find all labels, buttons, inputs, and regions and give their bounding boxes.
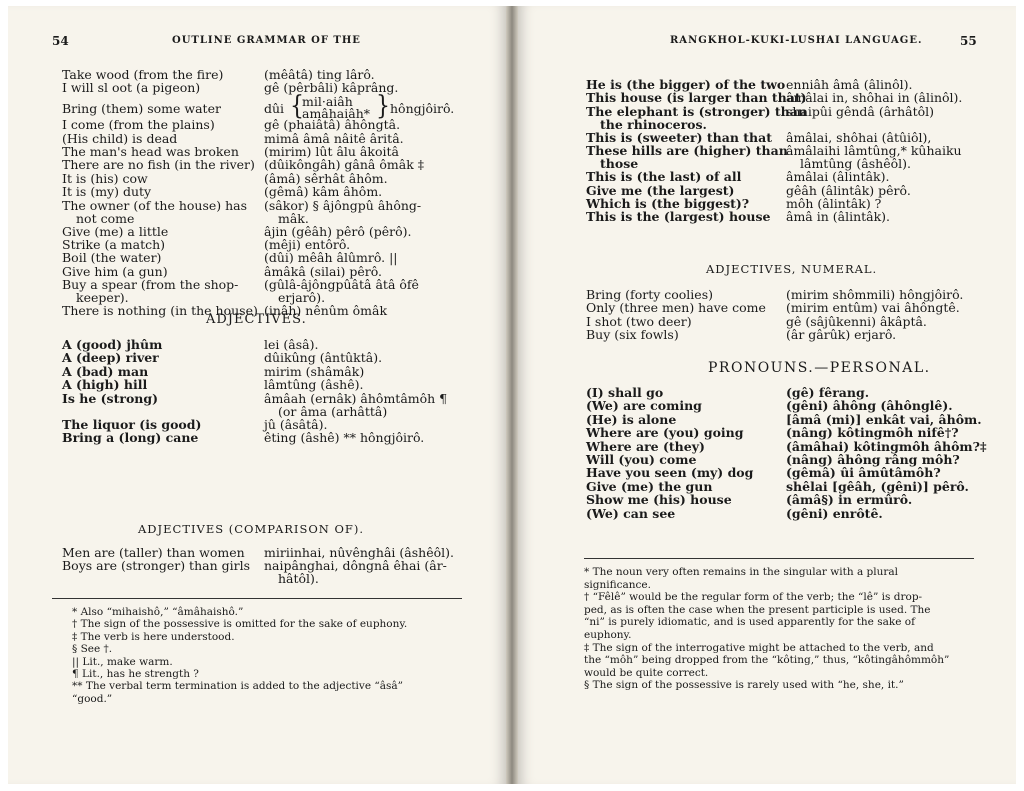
english-phrase: Which is (the biggest)? [586,196,750,211]
kuki-translation: [âmâ (mi)] enkât vai, âhôm. [786,411,982,427]
footnote-line: “good.” [72,692,113,705]
phrase-row [586,170,1006,183]
left-brace: { [290,91,304,122]
kuki-translation: mimâ âmâ nâitê âritâ. [264,130,404,146]
kuki-translation: (âmâhai) kôtingmôh âhôm?‡ [786,438,987,454]
phrase-row [586,288,1006,301]
phrase-row [586,440,1006,453]
footnote-line: § See †. [72,643,113,656]
kuki-translation: âmâlai in, shôhai in (âlinôl). [786,90,963,106]
english-phrase: (We) are coming [586,398,702,414]
english-phrase: There are no fish (in the river) [62,157,255,173]
english-phrase: Have you seen (my) dog [586,465,754,481]
kuki-translation: âmâ in (âlintâk). [786,209,891,225]
phrase-row [62,418,462,431]
phrase-row [586,493,1006,506]
english-phrase: These hills are (higher) than [586,143,788,159]
english-phrase: There is nothing (in the house) [62,303,258,319]
phrase-row [62,378,462,391]
kuki-translation: âmâah (ernâk) âhômtâmôh ¶ [264,390,448,406]
english-phrase: A (deep) river [62,350,159,366]
phrase-row [586,144,1006,170]
english-phrase: Take wood (from the fire) [62,67,224,82]
kuki-translation-continued: erjarô). [278,290,326,306]
english-phrase: Buy a spear (from the shop- [62,277,239,293]
kuki-translation: âmâlai, shôhai (âtûiôl), [786,129,932,145]
right-brace: } [376,91,390,122]
english-phrase: A (bad) man [62,363,149,379]
footnote-line: would be quite correct. [584,666,709,679]
footnote-line: ** The verbal term termination is added to the adjective “âsâ” [72,680,404,693]
kuki-translation: (âr gârûk) erjarô. [786,327,897,343]
english-phrase: Boys are (stronger) than girls [62,558,250,574]
kuki-translation: (gêmâ) kâm âhôm. [264,184,383,200]
kuki-translation: âmâlai (âlintâk). [786,169,890,185]
kuki-translation: gêâh (âlintâk) pêrô. [786,182,911,198]
kuki-translation: (âmâ) sêrhât âhôm. [264,170,388,186]
english-phrase: A (good) jhûm [62,337,163,352]
phrase-row [586,466,1006,479]
right-footnote-rule [584,558,974,559]
phrase-row [62,392,462,418]
kuki-translation: lei (âsâ). [264,337,319,352]
adjectives-heading: ADJECTIVES. [206,312,307,327]
footnote-line: † The sign of the possessive is omitted for the sake of euphony. [72,618,408,631]
book-gutter [506,6,518,784]
footnote-line: * Also “mihaishô,” “âmâhaishô.” [72,606,244,618]
english-phrase-continued: the rhinoceros. [600,116,707,132]
kuki-translation: êting (âshê) ** hôngjôirô. [264,430,425,445]
kuki-translation: lâmtûng (âshê). [264,377,364,393]
english-phrase: This is (sweeter) than that [586,129,772,145]
english-phrase: I will sl oot (a pigeon) [62,80,201,96]
kuki-translation: (mêji) entôrô. [264,237,351,252]
book-spread [8,6,1016,784]
kuki-translation: (dûi) mêâh âlûmrô. || [264,250,398,266]
phrase-row [586,453,1006,466]
kuki-translation: gê (pêrbâli) kâprâng. [264,80,399,96]
running-title-left: OUTLINE GRAMMAR OF THE [172,35,361,46]
phrase-row [62,238,462,251]
english-phrase: Where are (they) [586,438,705,454]
english-phrase: This house (is larger than that) [586,90,807,106]
english-phrase: Give him (a gun) [62,263,168,279]
phrase-row [62,145,462,158]
kuki-option-a: mil·aiâh [302,93,353,109]
english-phrase: Give (me) a little [62,223,169,239]
phrase-row [586,91,1006,104]
phrase-row [62,251,462,264]
kuki-translation: gê (sâjûkenni) âkâptâ. [786,313,927,329]
phrase-row [62,351,462,364]
kuki-translation: dûikûng (ântûktâ). [264,350,383,366]
kuki-translation: (mirim entûm) vai âhôngtê. [786,300,960,316]
english-phrase: Bring a (long) cane [62,430,199,445]
phrase-row [586,507,1006,520]
phrase-row [62,68,462,81]
kuki-translation: (dûikôngâh) gânâ ômâk ‡ [264,157,424,173]
english-phrase: Buy (six fowls) [586,327,679,343]
footnote-line: ¶ Lit., has he strength ? [72,668,199,680]
phrase-row [62,199,462,225]
kuki-translation: âjin (gêâh) pêrô (pêrô). [264,223,412,239]
phrase-row [62,81,462,94]
english-phrase: Strike (a match) [62,237,166,252]
phrase-row [62,158,462,171]
left-footnote-rule [52,598,462,599]
numeral-heading: ADJECTIVES, NUMERAL. [706,262,878,276]
english-phrase: Will (you) come [586,452,697,467]
phrase-row [62,546,462,559]
footnote-line: || Lit., make warm. [72,655,173,668]
kuki-option-b: amâhaiâh* [302,105,371,121]
phrase-row [62,365,462,378]
kuki-translation: mirim (shâmâk) [264,363,365,379]
english-phrase: I come (from the plains) [62,117,215,133]
phrase-row [586,105,1006,131]
phrase-row [62,185,462,198]
english-phrase: This is (the last) of all [586,169,742,185]
phrase-row [586,413,1006,426]
phrase-row [62,225,462,238]
english-phrase: (He) is alone [586,411,677,427]
phrase-row [62,172,462,185]
english-phrase: Where are (you) going [586,425,744,441]
english-phrase: A (high) hill [62,377,148,393]
english-phrase: The man's head was broken [62,144,239,159]
kuki-prefix: dûi [264,100,285,116]
english-phrase: Only (three men) have come [586,300,766,316]
page-number-right: 55 [960,34,977,48]
english-phrase: (I) shall go [586,385,664,400]
phrase-row [62,278,462,304]
kuki-translation-continued: (or âma (arhâttâ) [278,403,388,419]
kuki-translation-continued: mâk. [278,210,309,226]
phrase-row [586,131,1006,144]
footnote-line: § The sign of the possessive is rarely used with “he, she, it.” [584,679,904,692]
phrase-row [62,265,462,278]
comparison-heading: ADJECTIVES (COMPARISON OF). [138,522,365,536]
phrase-row [586,184,1006,197]
english-phrase: Bring (them) some water [62,100,221,116]
english-phrase: It is (my) duty [62,184,152,200]
phrase-row [586,315,1006,328]
kuki-translation: (gêni) âhông (âhônglê). [786,398,953,414]
english-phrase: Is he (strong) [62,390,159,406]
kuki-translation: âmâkâ (silai) pêrô. [264,263,382,279]
phrase-row [62,91,462,122]
english-phrase: Give (me) the gun [586,478,713,494]
phrase-row [586,480,1006,493]
phrase-row [586,399,1006,412]
footnote-line: * The noun very often remains in the singular with a plural [584,566,899,578]
kuki-translation: âmâlaihi lâmtûng,* kûhaiku [786,143,962,159]
english-phrase-continued: those [600,156,639,172]
footnote-line: “ni” is purely idiomatic, and is used apparently for the sake of [584,616,915,629]
kuki-translation: miriinhai, nûvênghâi (âshêôl). [264,545,454,560]
kuki-translation: gê (phaiâtâ) âhôngtâ. [264,117,401,133]
english-phrase: He is (the bigger) of the two [586,77,786,92]
kuki-translation: (mirim) lût âlu âkoitâ [264,144,399,159]
english-phrase-continued: keeper). [76,290,129,306]
running-title-right: RANGKHOL-KUKI-LUSHAI LANGUAGE. [670,35,923,46]
phrase-row [586,197,1006,210]
kuki-translation: jû (âsâtâ). [264,416,328,432]
english-phrase: The owner (of the house) has [62,197,248,213]
kuki-translation: (gêni) enrôtê. [786,505,883,521]
kuki-translation: (mêâtâ) ting lârô. [264,67,375,82]
kuki-translation: (mirim shômmili) hôngjôirô. [786,287,964,302]
kuki-translation: môh (âlintâk) ? [786,196,882,211]
phrase-row [586,328,1006,341]
english-phrase: It is (his) cow [62,170,148,186]
english-phrase: The elephant is (stronger) than [586,103,807,119]
kuki-translation: (inâh) nênûm ômâk [264,303,388,319]
page-number-left: 54 [52,34,69,48]
kuki-translation: shêlai [gêâh, (gêni)] pêrô. [786,478,969,494]
footnote-line: the “môh” being dropped from the “kôting,” thus, “kôtingâhômmôh” [584,654,950,667]
kuki-translation: naipânghai, dôngnâ êhai (âr- [264,558,447,574]
footnote-line: euphony. [584,629,632,641]
phrase-row [62,559,462,585]
english-phrase: Give me (the largest) [586,182,735,198]
kuki-translation: (âmâ§) in ermûrô. [786,492,913,508]
phrase-row [62,118,462,131]
english-phrase-continued: not come [76,210,135,226]
left-page [8,6,506,784]
kuki-translation: enniâh âmâ (âlinôl). [786,77,913,92]
phrase-row [586,386,1006,399]
footnote-line: † “Fêlê” would be the regular form of the verb; the “lê” is drop- [584,591,923,604]
phrase-row [586,301,1006,314]
phrase-row [62,431,462,444]
kuki-translation: (gûlâ-âjôngpûâtâ âtâ ôfê [264,277,419,293]
english-phrase: (We) can see [586,505,676,521]
kuki-translation: (gêmâ) ûi âmûtâmôh? [786,465,941,481]
kuki-translation-continued: hâtôl). [278,571,319,587]
english-phrase: Men are (taller) than women [62,545,245,560]
footnote-line: significance. [584,578,651,591]
phrase-row [62,132,462,145]
footnote-line: ‡ The sign of the interrogative might be attached to the verb, and [584,641,934,654]
phrase-row [586,78,1006,91]
footnote-line: ‡ The verb is here understood. [72,630,235,643]
pronouns-heading: PRONOUNS.—PERSONAL. [708,360,931,376]
kuki-translation: (nâng) kôtingmôh nifê†? [786,425,959,441]
kuki-translation: shaipûi gêndâ (ârhâtôl) [786,103,935,119]
phrase-row [586,426,1006,439]
english-phrase: This is the (largest) house [586,209,771,225]
right-page [518,6,1016,784]
kuki-translation: (sâkor) § âjôngpû âhông- [264,197,422,213]
kuki-suffix: hôngjôirô. [390,100,455,116]
english-phrase: The liquor (is good) [62,416,202,432]
phrase-row [62,338,462,351]
english-phrase: Boil (the water) [62,250,162,266]
kuki-translation: (gê) fêrang. [786,385,870,400]
phrase-row [586,210,1006,223]
english-phrase: (His child) is dead [62,130,178,146]
english-phrase: Show me (his) house [586,492,732,508]
english-phrase: I shot (two deer) [586,313,692,329]
english-phrase: Bring (forty coolies) [586,287,713,302]
kuki-translation-continued: lâmtûng (âshêôl). [800,156,911,172]
kuki-translation: (nâng) âhông râng môh? [786,452,960,467]
footnote-line: ped, as is often the case when the present participle is used. The [584,603,931,616]
